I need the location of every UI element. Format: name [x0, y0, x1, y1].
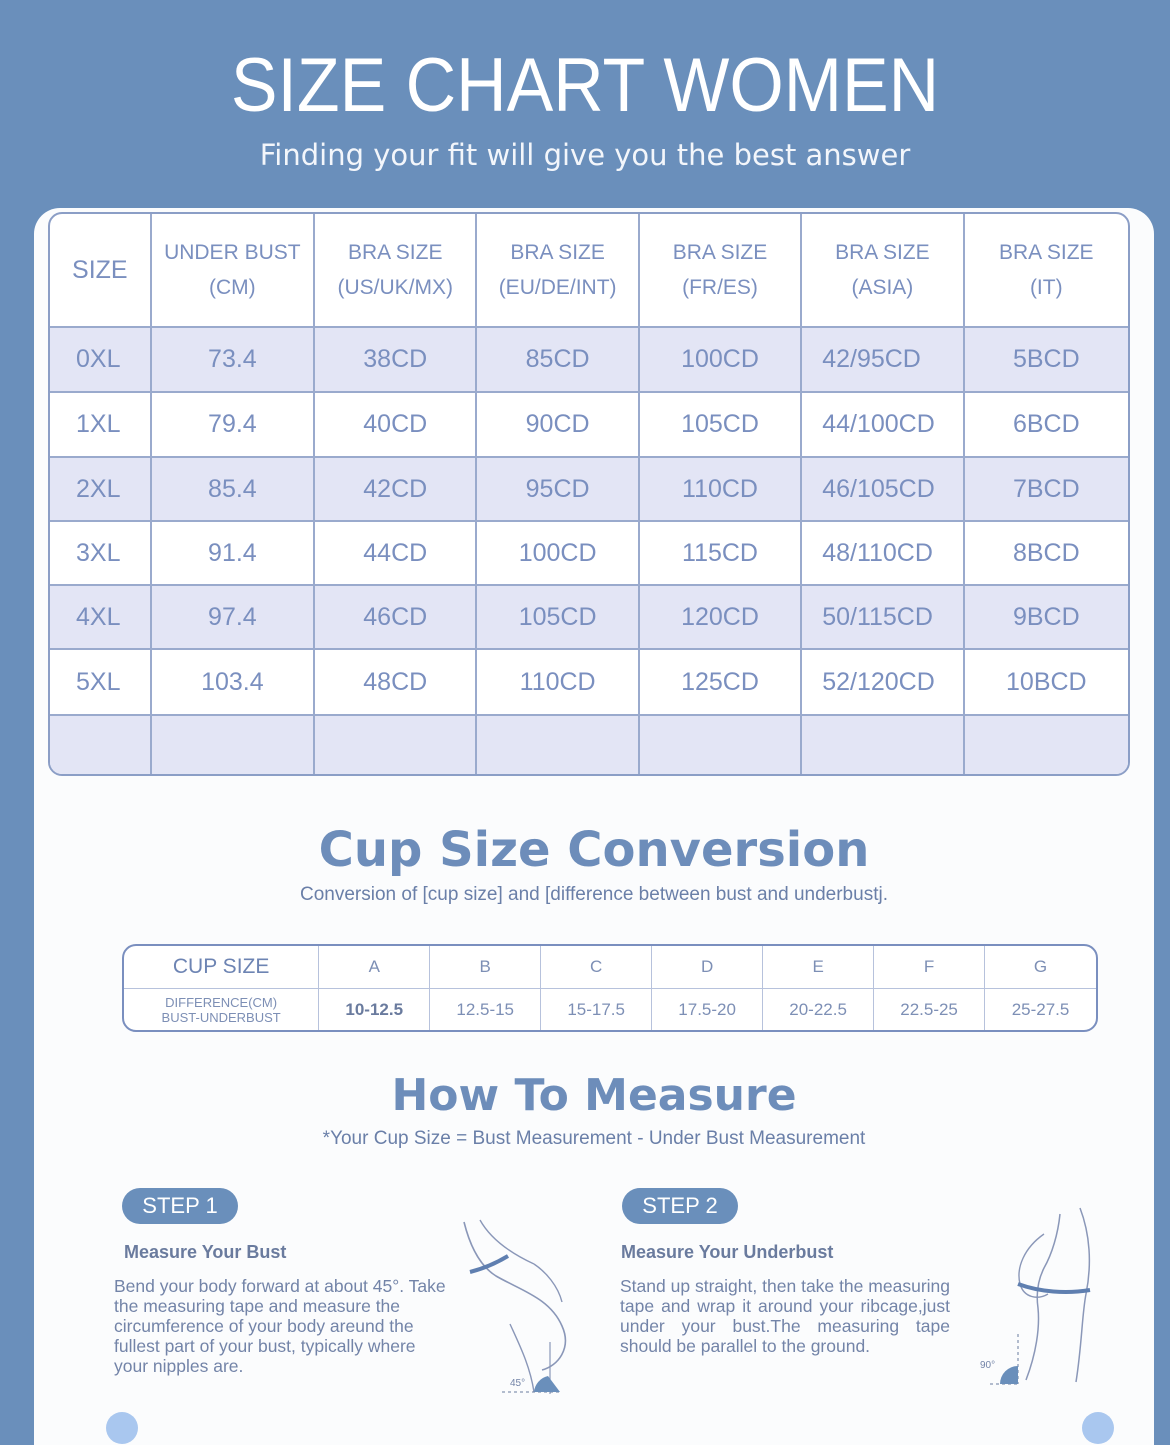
empty-cell [152, 716, 315, 776]
difference-value: 22.5-25 [874, 989, 985, 1030]
bust-measure-illustration [450, 1216, 590, 1396]
underbust-cell: 85.4 [152, 458, 315, 520]
header-cell [640, 214, 802, 326]
empty-cell [50, 716, 152, 776]
table-row [50, 326, 1128, 391]
step-1-angle-label: 45° [510, 1378, 526, 1389]
header-cell [152, 214, 315, 326]
header-line2: (IT) [1029, 276, 1063, 299]
difference-label [124, 989, 319, 1030]
size-cell: 0XL [50, 328, 152, 391]
page-subtitle: Finding your fit will give you the best answer [259, 138, 911, 172]
bra-asia-cell: 50/115CD [802, 586, 964, 648]
difference-label-line1: DIFFERENCE(CM) [165, 994, 278, 1010]
underbust-cell: 73.4 [152, 328, 315, 391]
decorative-dot [106, 1412, 138, 1444]
header-cell [315, 214, 477, 326]
underbust-measure-illustration [940, 1204, 1110, 1394]
cup-section-subtitle: Conversion of [cup size] and [difference between bust and underbustj. [300, 884, 888, 905]
size-cell: 5XL [50, 650, 152, 714]
bra-asia-cell: 52/120CD [802, 650, 964, 714]
underbust-cell: 97.4 [152, 586, 315, 648]
empty-cell [477, 716, 639, 776]
size-chart-table [48, 212, 1130, 776]
bra-eu-cell: 85CD [477, 328, 639, 391]
underbust-cell: 79.4 [152, 393, 315, 456]
header-cell [802, 214, 964, 326]
difference-value: 17.5-20 [652, 989, 763, 1030]
bra-it-cell: 10BCD [1006, 667, 1087, 696]
header-cell [477, 214, 639, 326]
table-row [50, 391, 1128, 456]
table-row [50, 456, 1128, 520]
size-cell: 4XL [50, 586, 152, 648]
underbust-cell: 91.4 [152, 522, 315, 584]
cup-letter: G [1033, 957, 1048, 976]
bra-us-cell: 38CD [315, 328, 477, 391]
cup-size-row [124, 946, 1096, 988]
header-line1: UNDER BUST [164, 241, 301, 264]
cup-letter: F [874, 946, 985, 988]
cup-section-title: Cup Size Conversion [318, 822, 870, 878]
bra-us-cell: 46CD [315, 586, 477, 648]
step-2-angle-label: 90° [980, 1360, 996, 1371]
header-line1: BRA SIZE [672, 241, 768, 264]
bra-asia-cell: 46/105CD [802, 458, 964, 520]
difference-value: 20-22.5 [763, 989, 874, 1030]
header-line2: (US/UK/MX) [337, 276, 453, 299]
cup-size-table [122, 944, 1098, 1032]
header-line2: (ASIA) [851, 276, 914, 299]
cup-letter: D [652, 946, 763, 988]
bra-fr-cell: 125CD [640, 650, 802, 714]
bra-it-cell: 5BCD [1012, 345, 1080, 373]
empty-cell [802, 716, 964, 776]
step-1-heading: Measure Your Bust [124, 1242, 287, 1262]
bra-eu-cell: 100CD [477, 522, 639, 584]
header-cell [965, 214, 1128, 326]
table-row [50, 584, 1128, 648]
table-row-empty [50, 714, 1128, 776]
difference-value: 10-12.5 [319, 989, 430, 1030]
bra-fr-cell: 120CD [640, 586, 802, 648]
bra-fr-cell: 110CD [640, 458, 802, 520]
bra-eu-cell: 90CD [477, 393, 639, 456]
bra-eu-cell: 105CD [477, 586, 639, 648]
measure-section-title: How To Measure [391, 1070, 797, 1121]
bra-it-cell: 9BCD [1012, 602, 1080, 631]
header-line1: BRA SIZE [835, 241, 930, 264]
table-row [50, 520, 1128, 584]
header-line1: SIZE [72, 255, 128, 284]
bra-us-cell: 48CD [315, 650, 477, 714]
header-line2: (EU/DE/INT) [498, 276, 617, 299]
bra-eu-cell: 95CD [477, 458, 639, 520]
cup-letter: B [430, 946, 541, 988]
cup-letter: C [541, 946, 652, 988]
step-1-pill: STEP 1 [122, 1188, 238, 1224]
step-2-text: Stand up straight, then take the measuring tape and wrap it around your ribcage,just under your bust.The measuring tape should be parallel to the ground. [620, 1276, 950, 1356]
decorative-dot [1082, 1412, 1114, 1444]
cup-letter: A [319, 946, 430, 988]
step-2-pill: STEP 2 [622, 1188, 738, 1224]
step-2-heading: Measure Your Underbust [621, 1242, 834, 1262]
empty-cell [640, 716, 802, 776]
bra-fr-cell: 115CD [640, 522, 802, 584]
content-card [34, 208, 1154, 1445]
step-1-text: Bend your body forward at about 45°. Take the measuring tape and measure the circumference of your body areund the fullest part of your bust, typically where your nipples are. [114, 1276, 446, 1376]
bra-it-cell: 6BCD [1012, 410, 1080, 438]
bra-fr-cell: 100CD [640, 328, 802, 391]
cup-size-label: CUP SIZE [124, 946, 319, 988]
bra-eu-cell: 110CD [477, 650, 639, 714]
header-line1: BRA SIZE [347, 241, 443, 264]
table-row [50, 648, 1128, 714]
bra-us-cell: 44CD [315, 522, 477, 584]
page-title: SIZE CHART WOMEN [230, 43, 940, 128]
bra-it-cell: 7BCD [1012, 474, 1080, 503]
measure-section-subtitle: *Your Cup Size = Bust Measurement - Under Bust Measurement [322, 1128, 866, 1149]
difference-label-line2: BUST-UNDERBUST [161, 1009, 281, 1025]
underbust-cell: 103.4 [152, 650, 315, 714]
cup-letter: E [763, 946, 874, 988]
header-line1: BRA SIZE [510, 241, 605, 264]
header-line1: BRA SIZE [999, 241, 1094, 264]
bra-asia-cell: 42/95CD [802, 328, 964, 391]
header-cell [50, 214, 152, 326]
size-cell: 3XL [50, 522, 152, 584]
size-cell: 2XL [50, 458, 152, 520]
difference-value: 25-27.5 [1011, 999, 1070, 1019]
difference-row [124, 988, 1096, 1030]
empty-cell [965, 716, 1128, 776]
difference-value: 15-17.5 [541, 989, 652, 1030]
header-line2: (FR/ES) [682, 276, 758, 299]
bra-asia-cell: 48/110CD [802, 522, 964, 584]
bra-it-cell: 8BCD [1012, 538, 1080, 567]
bra-us-cell: 42CD [315, 458, 477, 520]
empty-cell [315, 716, 477, 776]
bra-fr-cell: 105CD [640, 393, 802, 456]
header-line2: (CM) [208, 276, 256, 299]
bra-us-cell: 40CD [315, 393, 477, 456]
difference-value: 12.5-15 [430, 989, 541, 1030]
bra-asia-cell: 44/100CD [802, 393, 964, 456]
size-cell: 1XL [50, 393, 152, 456]
size-table-header-row [50, 214, 1128, 326]
